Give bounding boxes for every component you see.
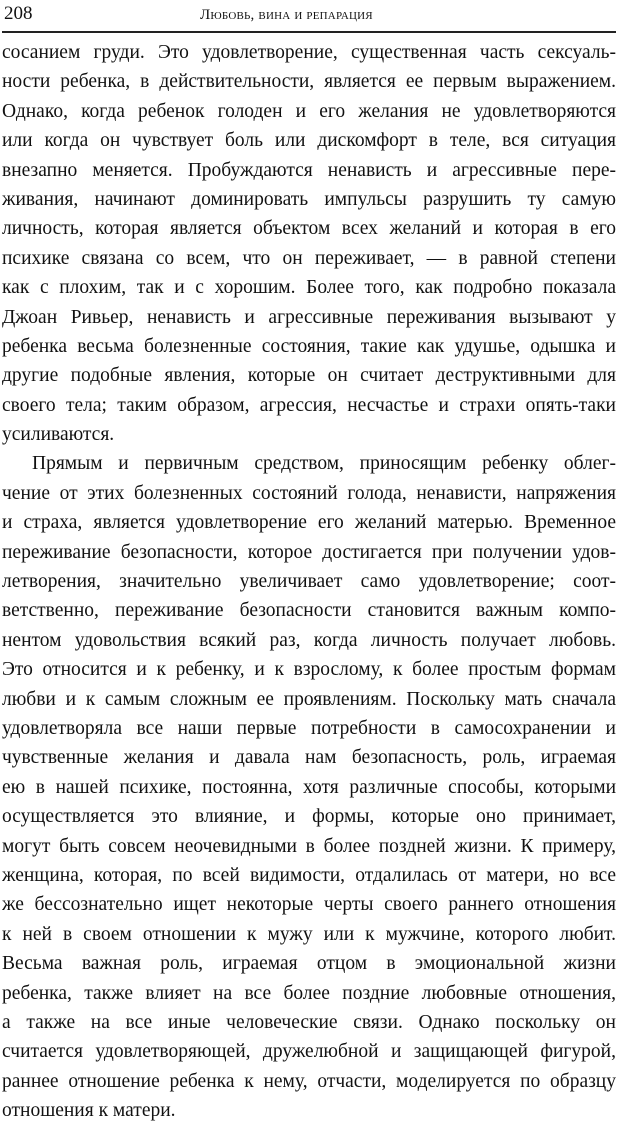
text-line: ребенка весьма болезненные состояния, такие как удушье, одышка и [2,335,616,357]
text-line: переживание безопасности, которое достигается при получении удов- [2,541,616,563]
header-rule [2,31,616,33]
text-line: Джоан Ривьер, ненависть и агрессивные переживания вызывают у [2,306,616,328]
text-line: своего тела; таким образом, агрессия, несчастье и страхи опять-таки [2,394,616,416]
text-line: личность, которая является объектом всех желаний и которая в его [2,218,616,240]
paragraph [2,449,616,1125]
text-line: ветственно, переживание безопасности становится важным компо- [2,600,616,622]
text-line: живания, начинают доминировать импульсы разрушить ту самую [2,188,616,210]
text-line: отношения к матери. [2,1100,176,1122]
text-line: другие подобные явления, которые он считает деструктивными для [2,365,616,387]
text-line: внезапно меняется. Пробуждаются ненависть и агрессивные пере- [2,159,616,181]
text-line: осуществляется это влияние, и формы, которые оно принимает, [2,806,616,828]
text-line: к ней в своем отношении к мужу или к мужчине, которого любит. [2,923,616,945]
text-line: ности ребенка, в действительности, является ее первым выражением. [2,71,616,93]
running-title: Любовь, вина и репарация [200,7,373,23]
text-line: нентом удовольствия всякий раз, когда личность получает любовь. [2,629,616,651]
text-line: любви и к самым сложным ее проявлениям. Поскольку мать сначала [2,688,616,710]
text-line: и страха, является удовлетворение его желаний матерью. Временное [2,512,616,534]
text-line: психике связана со всем, что он переживает, — в равной степени [2,247,616,269]
text-line: могут быть совсем неочевидными в более поздней жизни. К примеру, [2,835,616,857]
text-line: ребенка, также влияет на все более поздние любовные отношения, [2,982,616,1004]
text-line: а также на все иные человеческие связи. Однако поскольку он [2,1011,616,1033]
page-number: 208 [4,3,33,24]
text-line: ею в нашей психике, постоянна, хотя различные способы, которыми [2,776,616,798]
text-line: Весьма важная роль, играемая отцом в эмоциональной жизни [2,953,616,975]
text-line: сосанием груди. Это удовлетворение, существенная часть сексуаль- [2,42,616,63]
text-line: раннее отношение ребенка к нему, отчасти, моделируется по образцу [2,1070,616,1092]
text-line: или когда он чувствует боль или дискомфорт в теле, вся ситуация [2,130,616,152]
text-line: чувственные желания и давала нам безопасность, роль, играемая [2,747,616,769]
text-line: как с плохим, так и с хорошим. Более того, как подробно показала [2,277,616,299]
text-line: женщина, которая, по всей видимости, отдалилась от матери, но все [2,864,616,886]
page-header [0,0,620,40]
text-line: Прямым и первичным средством, приносящим ребенку облег- [32,453,616,475]
body-text [2,38,616,1125]
text-line: Это относится и к ребенку, и к взрослому, к более простым формам [2,659,616,681]
text-line: удовлетворяла все наши первые потребности в самосохранении и [2,717,616,739]
text-line: чение от этих болезненных состояний голода, ненависти, напряжения [2,482,616,504]
text-line: летворения, значительно увеличивает само удовлетворение; соот- [2,571,616,593]
text-line: Однако, когда ребенок голоден и его желания не удовлетворяются [2,100,616,122]
text-line: усиливаются. [2,424,115,446]
paragraph [2,38,616,449]
text-line: считается удовлетворяющей, дружелюбной и защищающей фигурой, [2,1041,616,1063]
text-line: же бессознательно ищет некоторые черты своего раннего отношения [2,894,616,916]
